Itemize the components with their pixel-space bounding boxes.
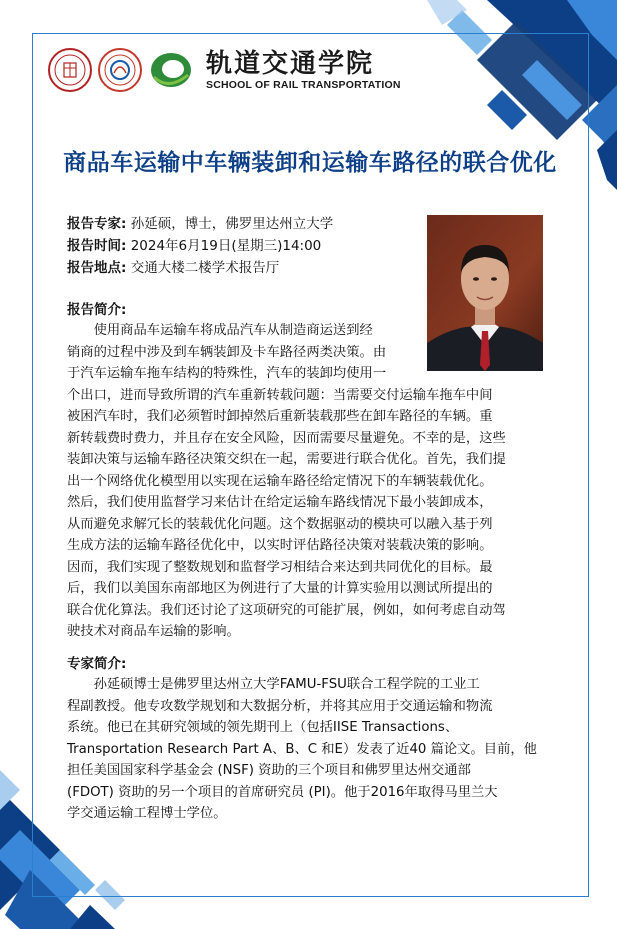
abstract-line: 后，我们以美国东南部地区为例进行了大量的计算实验用以测试所提出的 — [67, 581, 493, 596]
abstract-line: 然后，我们使用监督学习来估计在给定运输车路线情况下最小装卸成本， — [67, 495, 493, 510]
school-name-cn: 轨道交通学院 — [206, 49, 375, 79]
abstract-line: 于汽车运输车拖车结构的特殊性，汽车的装卸均使用一 — [67, 366, 387, 381]
abstract-line: 个出口，进而导致所谓的汽车重新转载问题：当需要交付运输车拖车中间 — [67, 387, 493, 403]
abstract-line: 因而，我们实现了整数规划和监督学习相结合来达到共同优化的目标。最 — [67, 559, 493, 575]
speaker-label: 报告专家: — [67, 216, 127, 232]
abstract-line: 被困汽车时，我们必须暂时卸掉然后重新装载那些在卸车路径的车辆。重 — [67, 409, 493, 424]
bio-line: 程副教授。他专攻数学规划和大数据分析，并将其应用于交通运输和物流 — [67, 698, 493, 714]
bio-line: 孙延硕博士是佛罗里达州立大学FAMU-FSU联合工程学院的工业工 — [67, 677, 480, 692]
bio-line: Transportation Research Part A、B、C 和E）发表了近40 篇论文。目前，他 — [67, 741, 537, 757]
place-row — [67, 259, 279, 277]
header-logos — [48, 40, 401, 100]
school-name-en: SCHOOL OF RAIL TRANSPORTATION — [206, 79, 401, 91]
bio-line: (FDOT) 资助的另一个项目的首席研究员 (PI)。他于2016年取得马里兰大 — [67, 784, 498, 800]
university-seal-icon — [48, 48, 92, 92]
time-label: 报告时间: — [67, 238, 127, 254]
bio-heading: 专家简介: — [67, 656, 127, 672]
speaker-row — [67, 215, 333, 233]
bio-line: 担任美国国家科学基金会 (NSF) 资助的三个项目和佛罗里达州交通部 — [67, 763, 471, 778]
time-row — [67, 237, 321, 255]
abstract-line: 装卸决策与运输车路径决策交织在一起，需要进行联合优化。首先，我们提 — [67, 452, 506, 467]
abstract-line: 新转载费时费力，并且存在安全风险，因而需要尽量避免。不幸的是，这些 — [67, 430, 506, 446]
college-seal-icon — [98, 48, 142, 92]
abstract-line: 联合优化算法。我们还讨论了这项研究的可能扩展，例如，如何考虑自动驾 — [67, 602, 506, 618]
abstract-line: 出一个网络优化模型用以实现在运输车路径给定情况下的车辆装载优化。 — [67, 473, 493, 489]
page-title: 商品车运输中车辆装卸和运输车路径的联合优化 — [63, 150, 557, 176]
rail-school-logo-icon — [148, 47, 194, 93]
bio-line: 系统。他已在其研究领域的领先期刊上（包括IISE Transactions、 — [67, 720, 459, 735]
abstract-line: 从而避免求解冗长的装载优化问题。这个数据驱动的模块可以融入基于列 — [67, 516, 493, 532]
abstract-heading: 报告简介: — [67, 302, 127, 318]
abstract-body — [67, 320, 545, 643]
abstract-line: 生成方法的运输车路径优化中，以实时评估路径决策对装载决策的影响。 — [67, 538, 493, 553]
place-label: 报告地点: — [67, 260, 127, 276]
abstract-line: 销商的过程中涉及到车辆装卸及卡车路径两类决策。由 — [67, 344, 387, 360]
time-value: 2024年6月19日(星期三)14:00 — [130, 238, 322, 254]
school-name — [206, 49, 401, 91]
abstract-line: 驶技术对商品车运输的影响。 — [67, 624, 240, 639]
abstract-line: 使用商品车运输车将成品汽车从制造商运送到经 — [67, 323, 373, 338]
place-value: 交通大楼二楼学术报告厅 — [130, 260, 280, 276]
speaker-value: 孙延硕，博士，佛罗里达州立大学 — [130, 216, 334, 232]
bio-body — [67, 674, 545, 825]
bio-line: 学交通运输工程博士学位。 — [67, 806, 227, 821]
